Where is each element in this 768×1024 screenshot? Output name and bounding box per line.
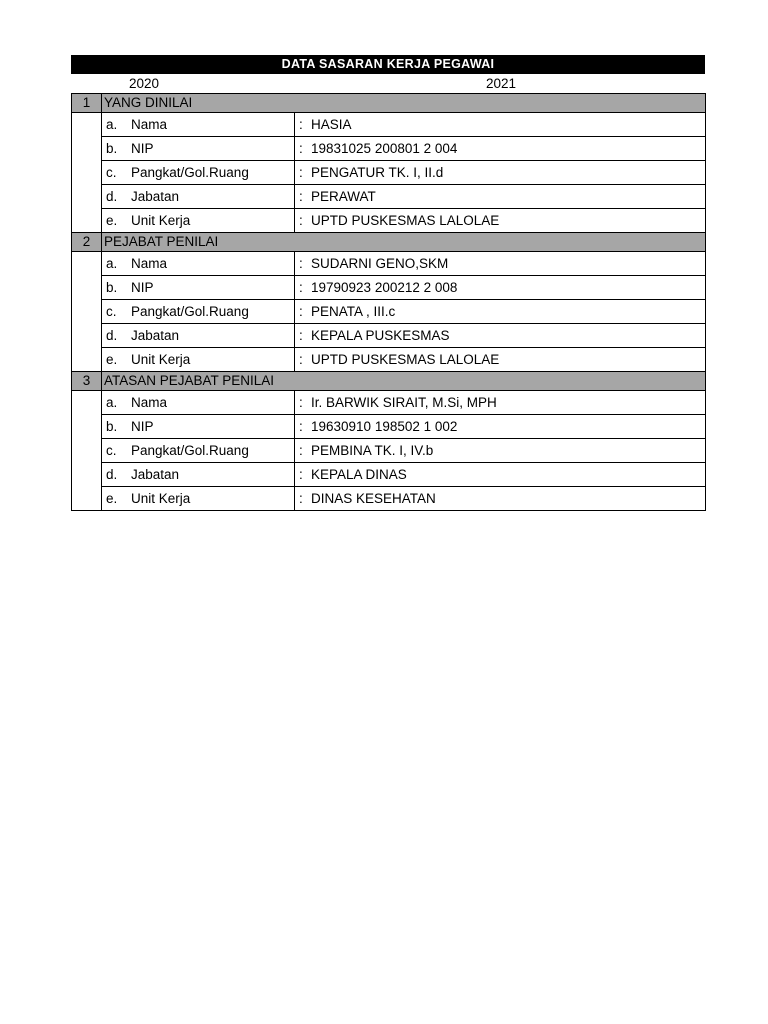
field-value-cell [295, 276, 706, 300]
year-right: 2021 [486, 76, 517, 91]
indent-cell [72, 463, 102, 487]
field-label: Unit Kerja [131, 491, 191, 506]
field-value-cell [295, 209, 706, 233]
indent-cell [72, 113, 102, 137]
field-separator: : [299, 165, 303, 180]
field-letter: a. [106, 117, 118, 132]
field-value-cell [295, 113, 706, 137]
field-row [72, 185, 706, 209]
section-header-row [72, 233, 706, 252]
field-value: UPTD PUSKESMAS LALOLAE [311, 352, 500, 367]
indent-cell [72, 252, 102, 276]
field-row [72, 415, 706, 439]
field-row [72, 300, 706, 324]
section-heading: PEJABAT PENILAI [102, 233, 706, 252]
field-label: Unit Kerja [131, 352, 191, 367]
year-row [71, 74, 705, 93]
field-letter: d. [106, 328, 118, 343]
field-separator: : [299, 352, 303, 367]
field-separator: : [299, 491, 303, 506]
year-left: 2020 [129, 76, 160, 91]
field-value: PEMBINA TK. I, IV.b [311, 443, 434, 458]
field-label-cell [102, 415, 295, 439]
field-letter: e. [106, 213, 118, 228]
field-separator: : [299, 280, 303, 295]
field-value: 19790923 200212 2 008 [311, 280, 458, 295]
field-label: Pangkat/Gol.Ruang [131, 304, 249, 319]
indent-cell [72, 185, 102, 209]
indent-cell [72, 415, 102, 439]
field-row [72, 391, 706, 415]
sasaran-kerja-sheet [71, 55, 705, 511]
field-separator: : [299, 467, 303, 482]
field-separator: : [299, 395, 303, 410]
field-separator: : [299, 419, 303, 434]
field-separator: : [299, 189, 303, 204]
field-label-cell [102, 209, 295, 233]
field-value: KEPALA DINAS [311, 467, 407, 482]
field-value-cell [295, 487, 706, 511]
indent-cell [72, 348, 102, 372]
field-value: DINAS KESEHATAN [311, 491, 436, 506]
field-value: SUDARNI GENO,SKM [311, 256, 449, 271]
field-value-cell [295, 185, 706, 209]
field-value: 19831025 200801 2 004 [311, 141, 458, 156]
document-title: DATA SASARAN KERJA PEGAWAI [71, 55, 705, 74]
field-label: Pangkat/Gol.Ruang [131, 165, 249, 180]
field-label: NIP [131, 141, 154, 156]
field-label-cell [102, 185, 295, 209]
field-row [72, 276, 706, 300]
field-value: PENATA , III.c [311, 304, 396, 319]
section-header-row [72, 372, 706, 391]
indent-cell [72, 391, 102, 415]
field-label: NIP [131, 280, 154, 295]
indent-cell [72, 300, 102, 324]
field-label-cell [102, 137, 295, 161]
field-letter: c. [106, 304, 117, 319]
field-value-cell [295, 415, 706, 439]
field-label-cell [102, 391, 295, 415]
indent-cell [72, 324, 102, 348]
field-letter: a. [106, 256, 118, 271]
field-value: HASIA [311, 117, 352, 132]
field-label-cell [102, 487, 295, 511]
field-label-cell [102, 113, 295, 137]
field-value-cell [295, 348, 706, 372]
field-value: UPTD PUSKESMAS LALOLAE [311, 213, 500, 228]
field-row [72, 324, 706, 348]
field-letter: d. [106, 467, 118, 482]
field-value-cell [295, 137, 706, 161]
field-label: Unit Kerja [131, 213, 191, 228]
field-separator: : [299, 328, 303, 343]
field-label-cell [102, 300, 295, 324]
field-label-cell [102, 252, 295, 276]
field-label: Pangkat/Gol.Ruang [131, 443, 249, 458]
section-number: 1 [72, 94, 102, 113]
field-value-cell [295, 252, 706, 276]
section-heading: ATASAN PEJABAT PENILAI [102, 372, 706, 391]
field-separator: : [299, 443, 303, 458]
field-row [72, 209, 706, 233]
field-value-cell [295, 439, 706, 463]
field-label: NIP [131, 419, 154, 434]
field-row [72, 439, 706, 463]
indent-cell [72, 137, 102, 161]
indent-cell [72, 209, 102, 233]
field-value: KEPALA PUSKESMAS [311, 328, 450, 343]
section-header-row [72, 94, 706, 113]
field-value: PENGATUR TK. I, II.d [311, 165, 444, 180]
field-label: Nama [131, 256, 168, 271]
field-value-cell [295, 300, 706, 324]
section-number: 3 [72, 372, 102, 391]
field-separator: : [299, 141, 303, 156]
field-row [72, 487, 706, 511]
field-row [72, 252, 706, 276]
field-value-cell [295, 391, 706, 415]
field-letter: b. [106, 280, 118, 295]
field-row [72, 137, 706, 161]
field-letter: b. [106, 419, 118, 434]
field-row [72, 348, 706, 372]
field-label: Jabatan [131, 189, 180, 204]
field-letter: a. [106, 395, 118, 410]
field-value-cell [295, 324, 706, 348]
field-letter: b. [106, 141, 118, 156]
field-separator: : [299, 304, 303, 319]
indent-cell [72, 487, 102, 511]
indent-cell [72, 161, 102, 185]
section-number: 2 [72, 233, 102, 252]
field-label: Nama [131, 395, 168, 410]
section-heading: YANG DINILAI [102, 94, 706, 113]
field-row [72, 463, 706, 487]
field-separator: : [299, 256, 303, 271]
field-letter: c. [106, 443, 117, 458]
indent-cell [72, 439, 102, 463]
field-letter: c. [106, 165, 117, 180]
field-value: Ir. BARWIK SIRAIT, M.Si, MPH [311, 395, 497, 410]
field-label-cell [102, 439, 295, 463]
field-label: Jabatan [131, 328, 180, 343]
field-letter: d. [106, 189, 118, 204]
field-value: 19630910 198502 1 002 [311, 419, 458, 434]
field-value-cell [295, 161, 706, 185]
field-letter: e. [106, 352, 118, 367]
field-label-cell [102, 161, 295, 185]
employee-data-table [71, 93, 706, 511]
field-value: PERAWAT [311, 189, 376, 204]
field-value-cell [295, 463, 706, 487]
field-label: Nama [131, 117, 168, 132]
field-label-cell [102, 324, 295, 348]
field-label: Jabatan [131, 467, 180, 482]
field-separator: : [299, 117, 303, 132]
field-separator: : [299, 213, 303, 228]
field-label-cell [102, 463, 295, 487]
indent-cell [72, 276, 102, 300]
field-row [72, 161, 706, 185]
field-label-cell [102, 276, 295, 300]
field-label-cell [102, 348, 295, 372]
field-letter: e. [106, 491, 118, 506]
field-row [72, 113, 706, 137]
